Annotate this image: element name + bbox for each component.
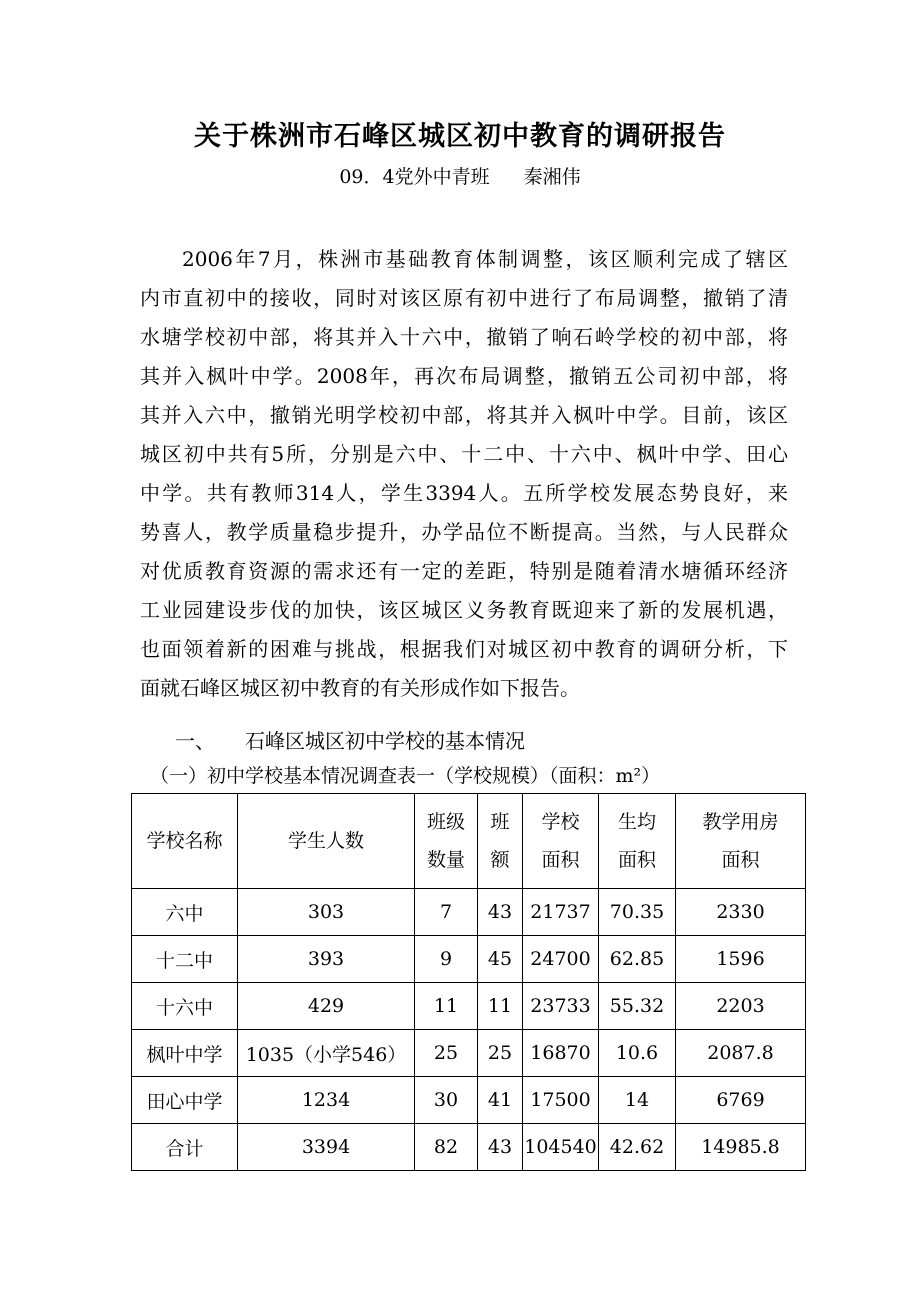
table-row	[132, 983, 806, 1030]
column-header-text: 教学用房	[702, 811, 779, 833]
author-name: 秦湘伟	[523, 166, 581, 188]
table-cell: 11	[478, 983, 523, 1030]
column-header-text: 班级	[426, 811, 465, 833]
table-cell: 6769	[676, 1077, 806, 1124]
table-cell: 45	[478, 936, 523, 983]
intro-paragraph	[140, 240, 788, 708]
paragraph-line: 工业园建设步伐的加快，该区城区义务教育既迎来了新的发展机遇，	[140, 598, 788, 622]
table-cell: 14985.8	[676, 1124, 806, 1171]
table-cell: 1596	[676, 936, 806, 983]
school-scale-table	[131, 793, 806, 1171]
table-cell: 70.35	[599, 889, 676, 936]
table-cell: 合计	[132, 1124, 238, 1171]
paragraph-line: 其并入六中，撤销光明学校初中部，将其并入枫叶中学。目前，该区	[140, 403, 788, 427]
column-header	[676, 794, 806, 889]
table-caption: （一）初中学校基本情况调查表一（学校规模）（面积：m²）	[150, 765, 661, 787]
paragraph-line: 对优质教育资源的需求还有一定的差距，特别是随着清水塘循环经济	[140, 559, 788, 583]
table-cell: 17500	[523, 1077, 599, 1124]
table-cell: 41	[478, 1077, 523, 1124]
table-cell: 23733	[523, 983, 599, 1030]
table-cell: 六中	[132, 889, 238, 936]
table-cell: 16870	[523, 1030, 599, 1077]
section-heading	[175, 725, 525, 754]
table-cell: 1234	[238, 1077, 415, 1124]
table-row	[132, 936, 806, 983]
table-cell: 十二中	[132, 936, 238, 983]
column-header-text: 学校	[541, 811, 580, 833]
column-header-text: 额	[490, 849, 510, 871]
table-cell: 枫叶中学	[132, 1030, 238, 1077]
table-cell: 104540	[523, 1124, 599, 1171]
paragraph-line: 中学。共有教师314人，学生3394人。五所学校发展态势良好，来	[140, 481, 788, 505]
table-cell: 2203	[676, 983, 806, 1030]
table-cell: 2330	[676, 889, 806, 936]
column-header-text: 面积	[541, 849, 580, 871]
table-cell: 25	[415, 1030, 478, 1077]
table-cell: 42.62	[599, 1124, 676, 1171]
column-header	[478, 794, 523, 889]
paragraph-line: 城区初中共有5所，分别是六中、十二中、十六中、枫叶中学、田心	[140, 442, 788, 466]
paragraph-line: 2006年7月，株洲市基础教育体制调整，该区顺利完成了辖区	[182, 247, 788, 271]
column-header-text: 班	[490, 811, 510, 833]
table-cell: 11	[415, 983, 478, 1030]
table-cell: 21737	[523, 889, 599, 936]
column-header	[132, 794, 238, 889]
paragraph-line: 内市直初中的接收，同时对该区原有初中进行了布局调整，撤销了清	[140, 286, 788, 310]
column-header-text: 面积	[721, 849, 760, 871]
document-title: 关于株洲市石峰区城区初中教育的调研报告	[194, 121, 726, 152]
paragraph-line: 势喜人，教学质量稳步提升，办学品位不断提高。当然，与人民群众	[140, 520, 788, 544]
column-header-text: 面积	[617, 849, 656, 871]
section-title: 石峰区城区初中学校的基本情况	[245, 729, 525, 753]
column-header-text: 学校名称	[146, 830, 223, 852]
table-cell: 7	[415, 889, 478, 936]
table-cell: 25	[478, 1030, 523, 1077]
column-header	[415, 794, 478, 889]
table-cell: 62.85	[599, 936, 676, 983]
table-cell: 10.6	[599, 1030, 676, 1077]
table-cell: 303	[238, 889, 415, 936]
table-cell: 43	[478, 1124, 523, 1171]
paragraph-line: 其并入枫叶中学。2008年，再次布局调整，撤销五公司初中部，将	[140, 364, 788, 388]
paragraph-line: 也面领着新的困难与挑战，根据我们对城区初中教育的调研分析，下	[140, 637, 788, 661]
column-header	[523, 794, 599, 889]
author-class: 09．4党外中青班	[339, 166, 490, 188]
table-cell: 82	[415, 1124, 478, 1171]
table-cell: 24700	[523, 936, 599, 983]
table-row	[132, 1124, 806, 1171]
author-line	[0, 162, 920, 189]
paragraph-line: 水塘学校初中部，将其并入十六中，撤销了响石岭学校的初中部，将	[140, 325, 788, 349]
table-cell: 2087.8	[676, 1030, 806, 1077]
table-cell: 9	[415, 936, 478, 983]
table-row	[132, 1077, 806, 1124]
column-header	[238, 794, 415, 889]
table-cell: 43	[478, 889, 523, 936]
table-cell: 55.32	[599, 983, 676, 1030]
column-header	[599, 794, 676, 889]
table-cell: 429	[238, 983, 415, 1030]
table-header-row	[132, 794, 806, 889]
table-cell: 30	[415, 1077, 478, 1124]
table-cell: 14	[599, 1077, 676, 1124]
table-cell: 393	[238, 936, 415, 983]
table-row	[132, 1030, 806, 1077]
table-row	[132, 889, 806, 936]
column-header-text: 学生人数	[287, 830, 364, 852]
section-number: 一、	[175, 729, 215, 753]
table-cell: 十六中	[132, 983, 238, 1030]
table-cell: 田心中学	[132, 1077, 238, 1124]
paragraph-line: 面就石峰区城区初中教育的有关形成作如下报告。	[140, 676, 580, 700]
column-header-text: 数量	[426, 849, 465, 871]
column-header-text: 生均	[617, 811, 656, 833]
table-cell: 3394	[238, 1124, 415, 1171]
table-cell: 1035（小学546）	[238, 1030, 415, 1077]
